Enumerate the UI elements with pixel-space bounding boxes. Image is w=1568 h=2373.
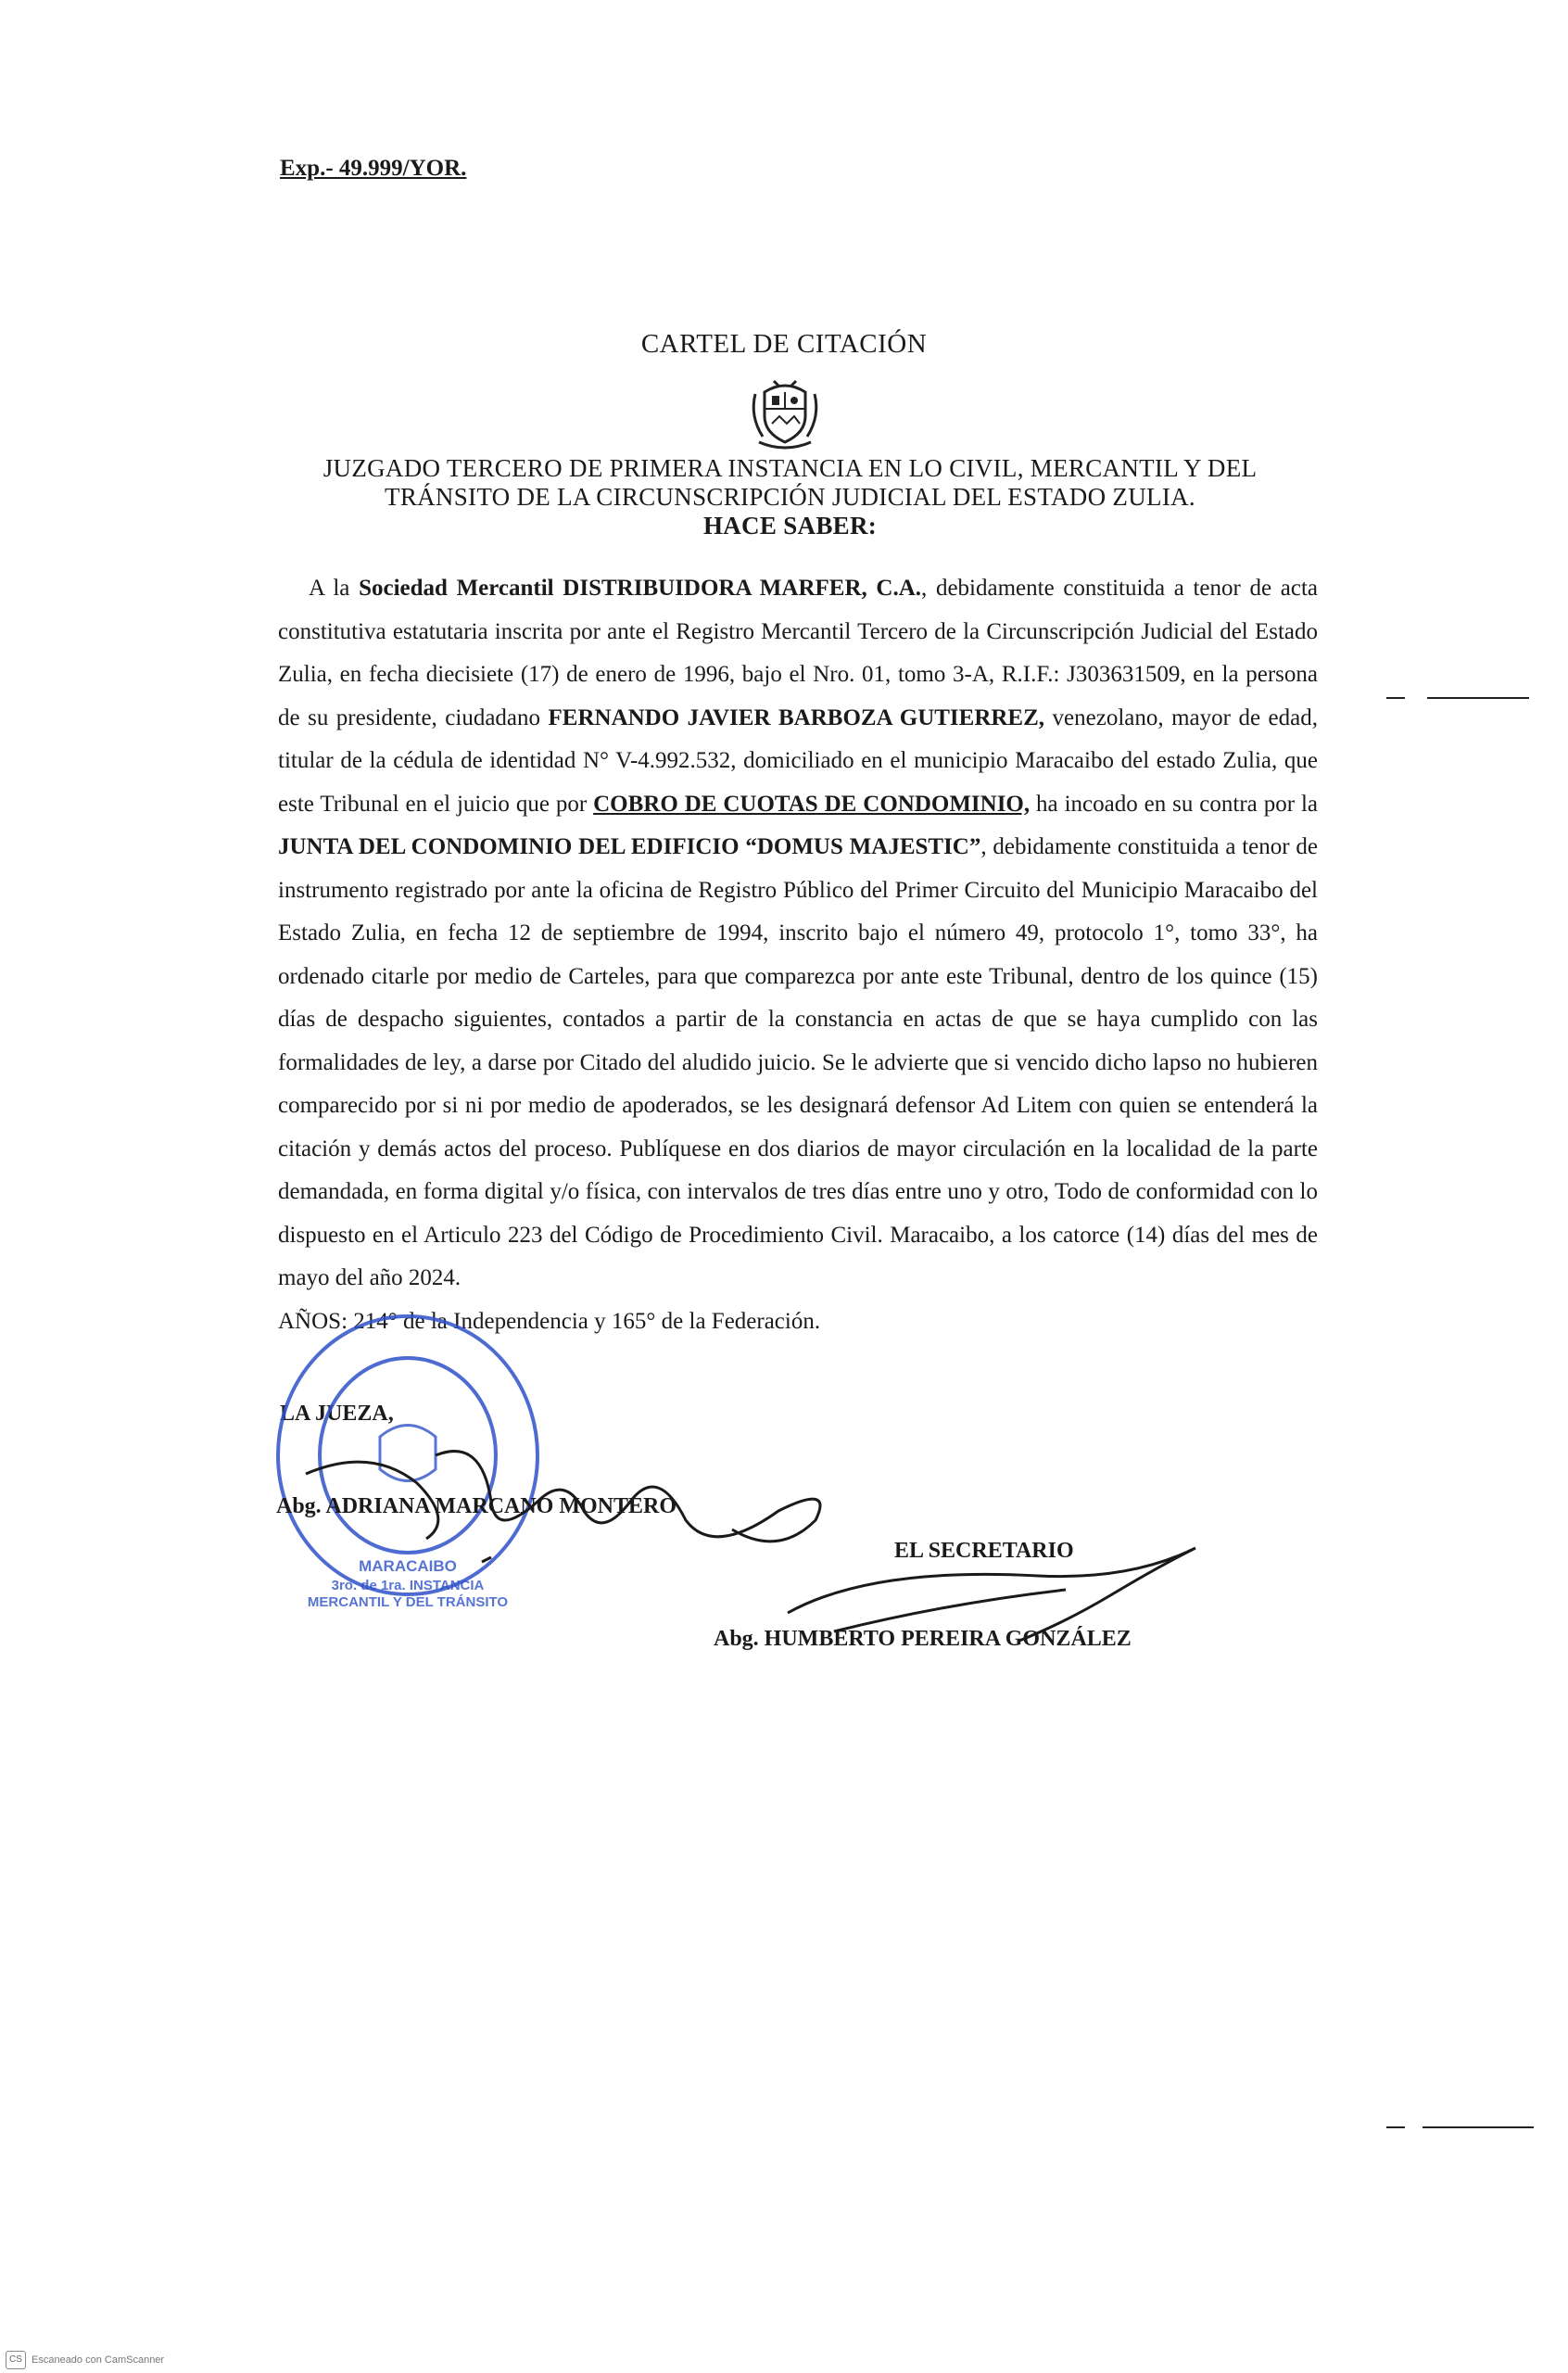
court-header bbox=[278, 454, 1302, 540]
document-title: CARTEL DE CITACIÓN bbox=[640, 329, 928, 359]
years-line: AÑOS: 214° de la Independencia y 165° de la Federación. bbox=[278, 1308, 821, 1334]
hace-saber: HACE SABER: bbox=[702, 512, 878, 539]
scanner-footer-text: Escaneado con CamScanner bbox=[32, 2354, 165, 2366]
court-line-2: TRÁNSITO DE LA CIRCUNSCRIPCIÓN JUDICIAL DEL ESTADO ZULIA. bbox=[385, 483, 1195, 511]
margin-mark bbox=[1427, 697, 1529, 699]
margin-mark bbox=[1386, 697, 1405, 699]
defendant-president: FERNANDO JAVIER BARBOZA GUTIERREZ, bbox=[548, 704, 1045, 730]
body-text: , debidamente constituida a tenor de instrumento registrado por ante la oficina de Registro Público del Primer Circuito del Municipio Maracaibo del Estado Zulia, en fecha 12 de septiembre de 1994, inscrito bajo el número 49, protocolo 1°, tomo 33°, ha ordenado citarle por medio de Carteles, para que comparezca por ante este Tribunal, dentro de los quince (15) días de despacho siguientes, contados a partir de la constancia en actas de que se haya cumplido con las formalidades de ley, a darse por Citado del aludido juicio. Se le advierte que si vencido dicho lapso no hubieren comparecido por si ni por medio de apoderados, se les designará defensor Ad Litem con quien se entenderá la citación y demás actos del proceso. Publíquese en dos diarios de mayor circulación en la localidad de la parte demandada, en forma digital y/o física, con intervalos de tres días entre uno y otro, Todo de conformidad con lo dispuesto en el Articulo 223 del Código de Procedimiento Civil. Maracaibo, a los catorce (14) días del mes de mayo del año 2024. bbox=[278, 834, 1318, 1290]
body-text: ha incoado en su contra por la bbox=[1030, 791, 1318, 817]
camscanner-icon: CS bbox=[6, 2351, 26, 2369]
coat-of-arms-icon bbox=[746, 375, 824, 451]
margin-mark bbox=[1423, 2126, 1534, 2128]
document-body bbox=[278, 567, 1318, 1343]
scanner-footer bbox=[6, 2351, 164, 2369]
plaintiff-name: JUNTA DEL CONDOMINIO DEL EDIFICIO “DOMUS MAJESTIC” bbox=[278, 834, 981, 859]
secretary-name: Abg. HUMBERTO PEREIRA GONZÁLEZ bbox=[714, 1627, 1132, 1651]
svg-text:MERCANTIL Y DEL TRÁNSITO: MERCANTIL Y DEL TRÁNSITO bbox=[307, 1594, 509, 1610]
body-text: venezolano, mayor de edad, titular de la cédula de identidad N° V-4.992.532, domiciliado en el municipio Maracaibo del estado Zulia, que este Tribunal en el juicio que por bbox=[278, 704, 1318, 817]
body-text: A la bbox=[309, 576, 360, 601]
secretary-label: EL SECRETARIO bbox=[894, 1539, 1074, 1563]
expediente-number: Exp.- 49.999/YOR. bbox=[280, 156, 467, 181]
case-subject: COBRO DE CUOTAS DE CONDOMINIO, bbox=[593, 791, 1031, 817]
body-paragraph bbox=[278, 567, 1318, 1301]
court-line-1: JUZGADO TERCERO DE PRIMERA INSTANCIA EN LO CIVIL, MERCANTIL Y DEL bbox=[322, 454, 1258, 482]
body-text: , debidamente constituida a tenor de acta constitutiva estatutaria inscrita por ante el Registro Mercantil Tercero de la Circunscripción Judicial del Estado Zulia, en fecha diecisiete (17) de enero de 1996, bajo el Nro. 01, tomo 3-A, R.I.F.: J303631509, en la persona de su presidente, ciudadano bbox=[278, 576, 1318, 730]
judge-name: Abg. ADRIANA MARCANO MONTERO bbox=[276, 1494, 677, 1518]
judge-label: LA JUEZA, bbox=[280, 1402, 394, 1426]
svg-text:MARACAIBO: MARACAIBO bbox=[359, 1557, 457, 1575]
svg-text:3ro. de 1ra. INSTANCIA: 3ro. de 1ra. INSTANCIA bbox=[331, 1578, 485, 1593]
defendant-company: Sociedad Mercantil DISTRIBUIDORA MARFER, C.A. bbox=[359, 576, 922, 601]
margin-mark bbox=[1386, 2126, 1405, 2128]
